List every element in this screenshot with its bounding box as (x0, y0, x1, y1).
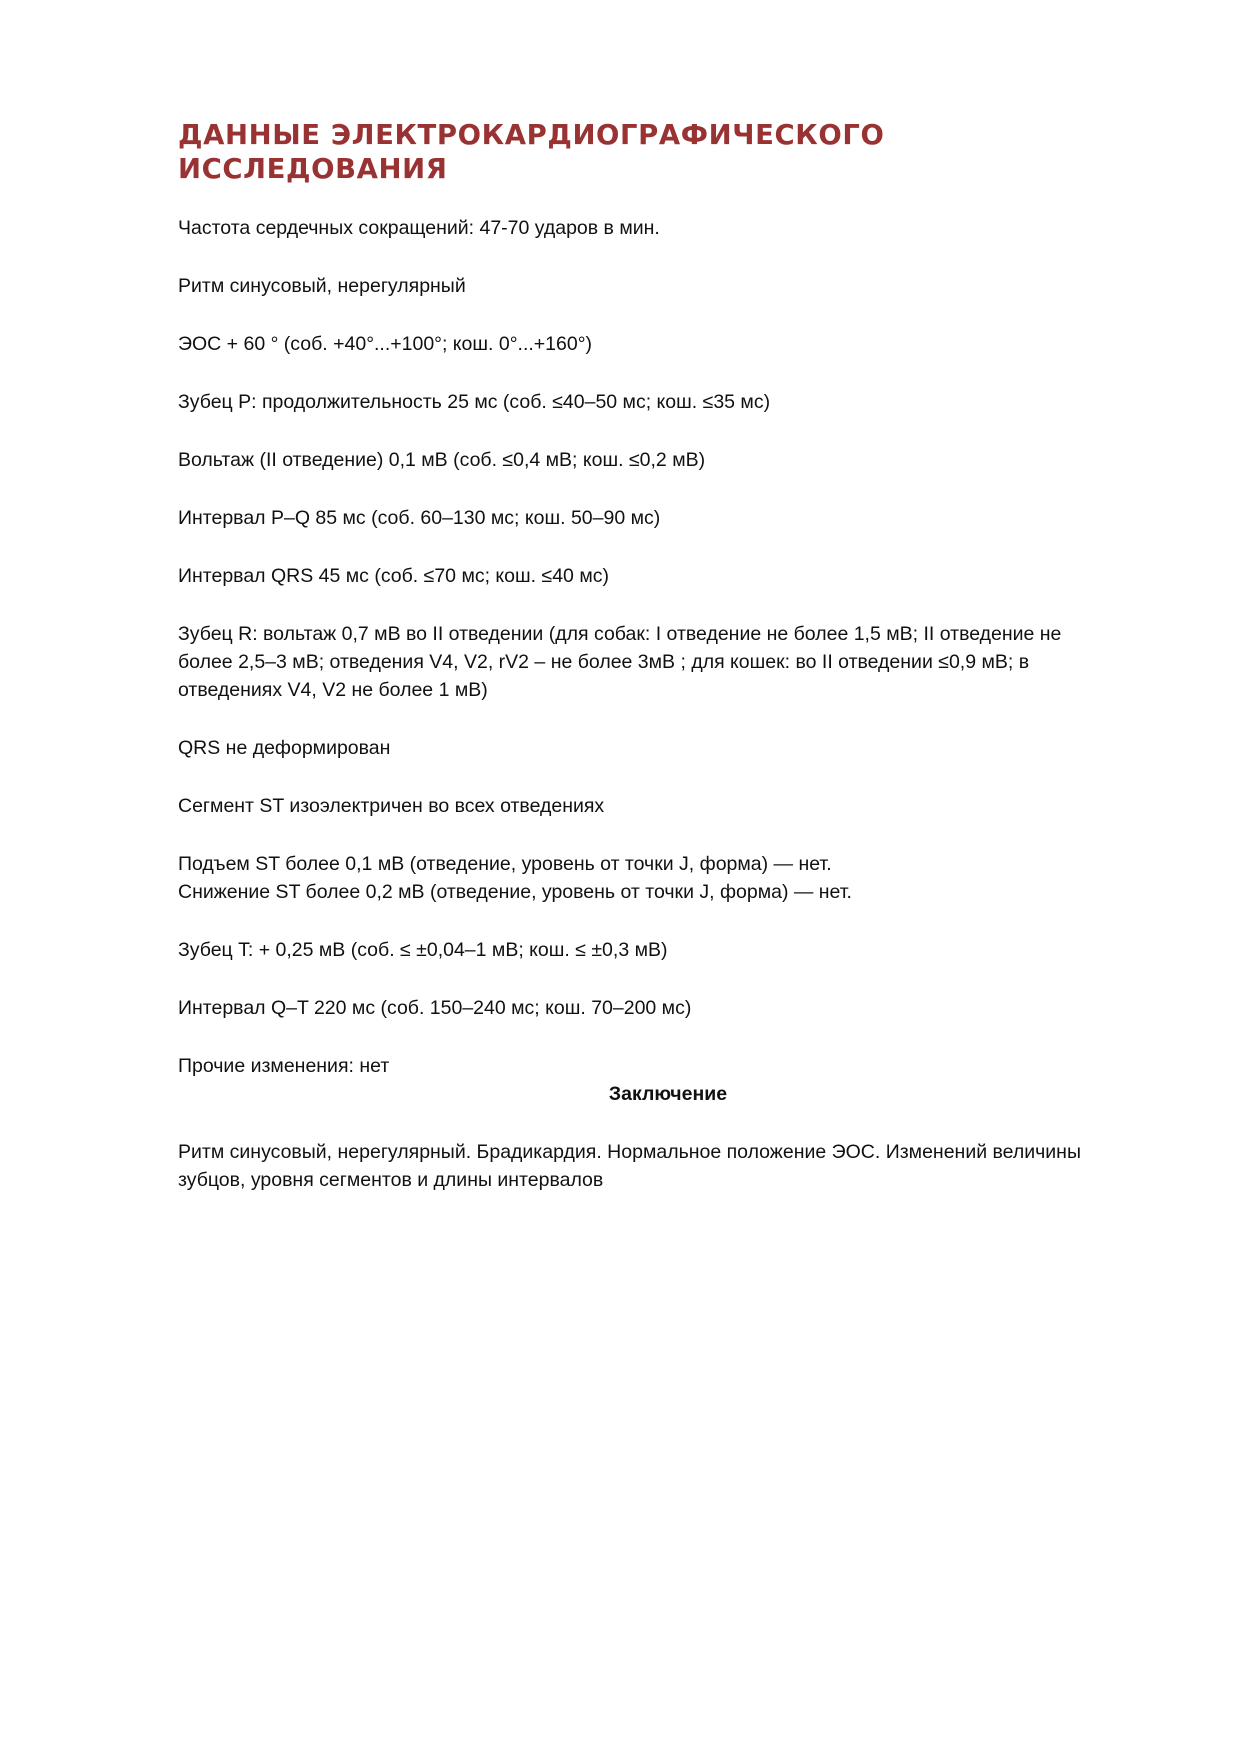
eos-text: ЭОС + 60 ° (соб. +40°...+100°; кош. 0°...+160°) (178, 333, 592, 355)
qrs-shape-text: QRS не деформирован (178, 737, 391, 759)
title-line-1: ДАННЫЕ ЭЛЕКТРОКАРДИОГРАФИЧЕСКОГО (178, 119, 885, 151)
r-wave-line-3: отведениях V4, V2 не более 1 мВ) (178, 679, 488, 701)
st-depression-text: Снижение ST более 0,2 мВ (отведение, уровень от точки J, форма) — нет. (178, 881, 852, 903)
conclusion-line-2: зубцов, уровня сегментов и длины интервалов (178, 1169, 604, 1191)
conclusion-heading: Заключение (608, 1083, 728, 1105)
st-segment-text: Сегмент ST изоэлектричен во всех отведениях (178, 795, 605, 817)
rhythm-text: Ритм синусовый, нерегулярный (178, 275, 466, 297)
voltage-text: Вольтаж (II отведение) 0,1 мВ (соб. ≤0,4 мВ; кош. ≤0,2 мВ) (178, 449, 706, 471)
p-wave-text: Зубец P: продолжительность 25 мс (соб. ≤40–50 мс; кош. ≤35 мс) (178, 391, 771, 413)
heart-rate-text: Частота сердечных сокращений: 47-70 ударов в мин. (178, 217, 660, 239)
document-page (178, 118, 1158, 1224)
r-wave-line-2: более 2,5–3 мВ; отведения V4, V2, rV2 – не более 3мВ ; для кошек: во II отведении ≤0,9 мВ; в (178, 651, 1030, 673)
st-elevation-text: Подъем ST более 0,1 мВ (отведение, уровень от точки J, форма) — нет. (178, 853, 832, 875)
qrs-interval-text: Интервал QRS 45 мс (соб. ≤70 мс; кош. ≤40 мс) (178, 565, 609, 587)
st-changes-paragraph (178, 850, 1158, 906)
qt-interval-text: Интервал Q–T 220 мс (соб. 150–240 мс; кош. 70–200 мс) (178, 997, 692, 1019)
document-title (178, 118, 1158, 186)
r-wave-line-1: Зубец R: вольтаж 0,7 мВ во II отведении (для собак: I отведение не более 1,5 мВ; II отведение не (178, 623, 1062, 645)
other-changes-text: Прочие изменения: нет (178, 1055, 390, 1077)
title-line-2: ИССЛЕДОВАНИЯ (178, 153, 448, 185)
r-wave-paragraph (178, 620, 1158, 704)
t-wave-text: Зубец T: + 0,25 мВ (соб. ≤ ±0,04–1 мВ; кош. ≤ ±0,3 мВ) (178, 939, 668, 961)
conclusion-line-1: Ритм синусовый, нерегулярный. Брадикардия. Нормальное положение ЭОС. Изменений величины (178, 1141, 1081, 1163)
pq-interval-text: Интервал P–Q 85 мс (соб. 60–130 мс; кош. 50–90 мс) (178, 507, 661, 529)
conclusion-paragraph (178, 1138, 1158, 1194)
